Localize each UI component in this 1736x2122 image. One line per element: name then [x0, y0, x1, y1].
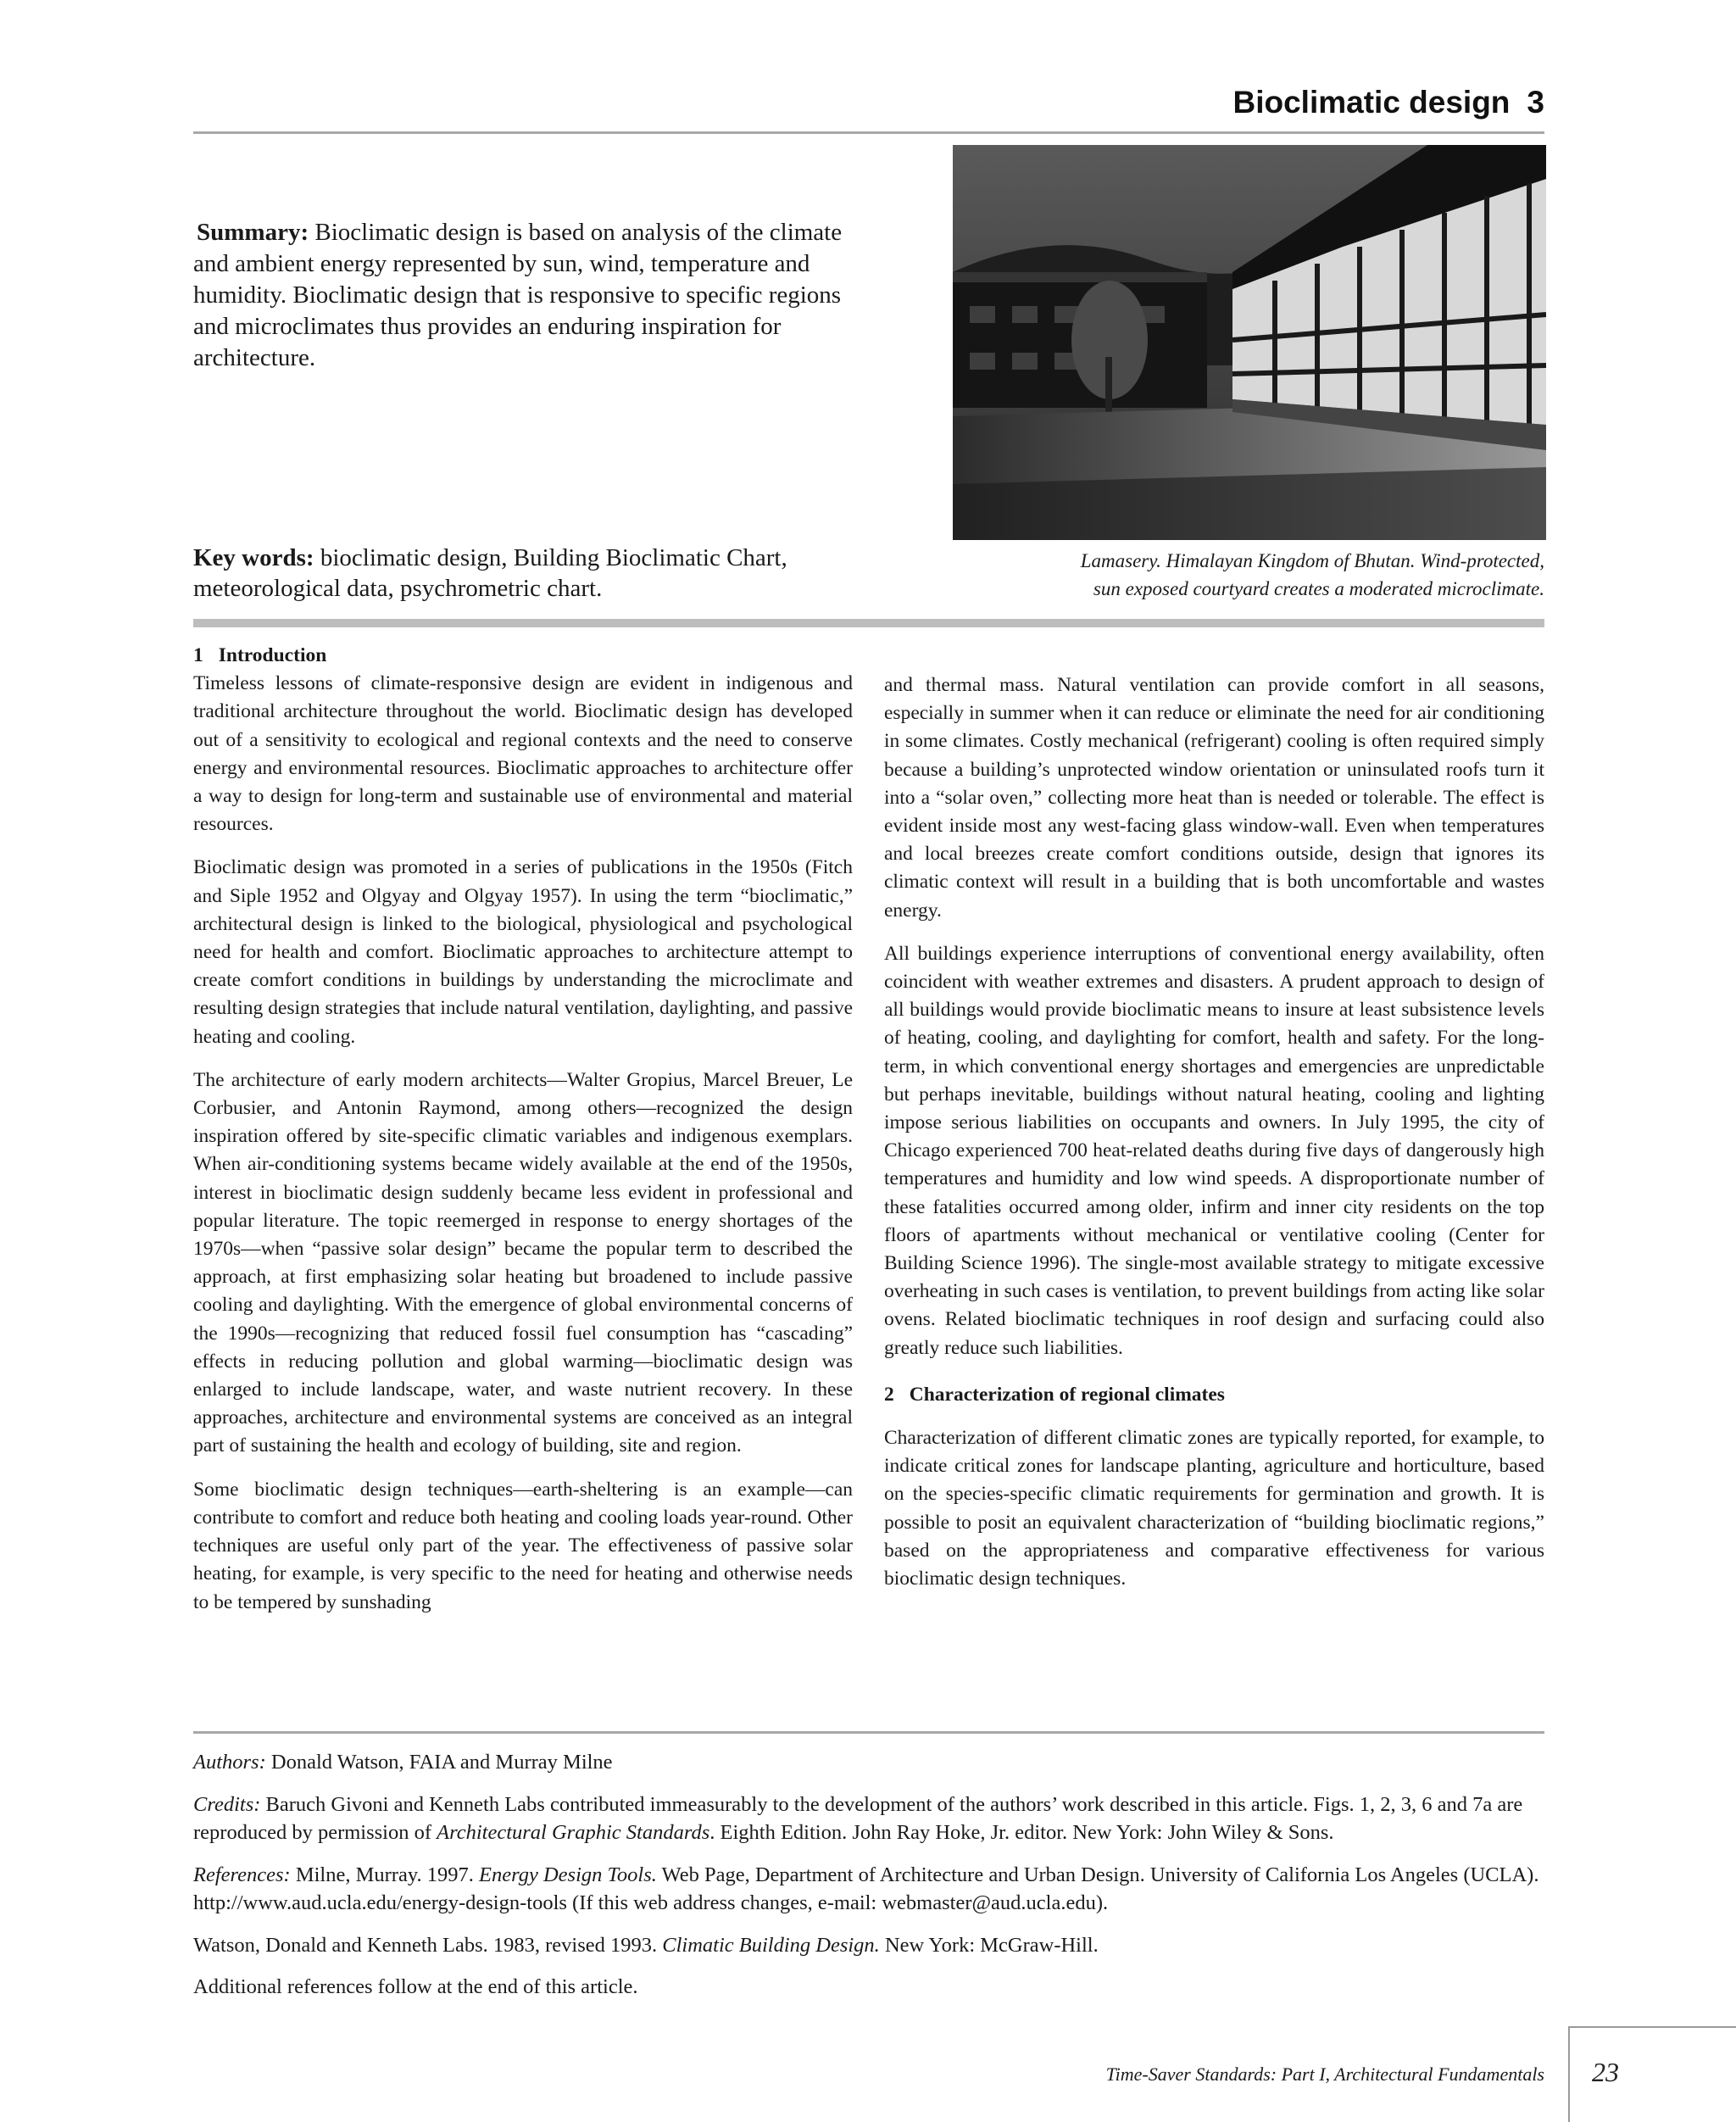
- section-divider: [193, 619, 1544, 627]
- section-heading-introduction: [193, 642, 853, 670]
- page-number: 23: [1592, 2057, 1619, 2087]
- reference-2: [193, 1931, 1544, 1960]
- summary: [193, 217, 854, 374]
- reference-title: Energy Design Tools.: [479, 1863, 657, 1886]
- left-column: [193, 642, 853, 1632]
- paragraph: and thermal mass. Natural ventilation can provide comfort in all seasons, especially in summer when it can reduce or eliminate the need for air conditioning in some climates. Costly mechanical (refrigerant) cooling is often required simply because a building’s unprotected window orientation or uninsulated roofs turn it into a “solar oven,” collecting more heat than is needed or tolerable. The effect is evident inside most any west-facing glass window-wall. Even when temperatures and local breezes create comfort conditions outside, design that ignores its climatic context will result in a building that is both uncomfortable and wastes energy.: [884, 674, 1544, 922]
- keywords-label: Key words:: [193, 544, 314, 571]
- running-footer: Time-Saver Standards: Part I, Architectural Fundamentals: [1105, 2064, 1544, 2085]
- keywords-text: bioclimatic design, Building Bioclimatic Chart, meteorological data, psychrometric chart.: [193, 544, 787, 602]
- additional-references: Additional references follow at the end of this article.: [193, 1975, 638, 1998]
- reference-text: Milne, Murray. 1997.: [290, 1863, 480, 1886]
- paragraph: Some bioclimatic design techniques—earth-sheltering is an example—can contribute to comfort and reduce both heating and cooling loads year-round. Other techniques are useful only part of the year. The effectiveness of passive solar heating, for example, is very specific to the need for heating and otherwise needs to be tempered by sunshading: [193, 1478, 853, 1613]
- section-number: 2: [884, 1383, 894, 1406]
- reference-text-cont: Web Page, Department of Architecture and Urban Design. University of California Los Angeles (UCLA). http://www.aud.ucla.edu/energy-design-tools (If this web address changes, e-mail: webmaster@aud.ucla.edu).: [193, 1863, 1539, 1914]
- header-rule: [193, 131, 1544, 134]
- authors-text: Donald Watson, FAIA and Murray Milne: [265, 1751, 613, 1774]
- references-note: [193, 1861, 1544, 1918]
- paragraph: Timeless lessons of climate-responsive design are evident in indigenous and traditional architecture throughout the world. Bioclimatic design has developed out of a sensitivity to ecological and regional contexts and the need to conserve energy and environmental resources. Bioclimatic approaches to architecture offer a way to design for long-term and sustainable use of environmental and material resources.: [193, 672, 853, 836]
- paragraph: Bioclimatic design was promoted in a series of publications in the 1950s (Fitch and Siple 1952 and Olgyay and Olgyay 1957). In using the term “bioclimatic,” architectural design is linked to the biological, physiological and psychological need for health and comfort. Bioclimatic approaches to architecture attempt to create comfort conditions in buildings by understanding the microclimate and resulting design strategies that include natural ventilation, daylighting, and passive heating and cooling.: [193, 856, 853, 1048]
- photo-caption-line2: sun exposed courtyard creates a moderated microclimate.: [1093, 578, 1544, 599]
- paragraph: All buildings experience interruptions of conventional energy availability, often coincident with weather extremes and disasters. A prudent approach to design of all buildings would provide bioclimatic means to insure at least subsistence levels of heating, cooling, and daylighting for comfort, health and safety. For the long-term, in which conventional energy shortages and emergencies are unpredictable but perhaps inevitable, buildings without natural heating, cooling and lighting impose serious liabilities on occupants and owners. In July 1995, the city of Chicago experienced 700 heat-related deaths during five days of dangerously high temperatures and humidity and low wind speeds. A disproportionate number of these fatalities occurred among older, infirm and inner city residents on the top floors of apartments without mechanical or ventilative cooling (Center for Building Science 1996). The single-most available strategy to mitigate excessive overheating in such cases is ventilation, to prevent buildings from acting like solar ovens. Related bioclimatic techniques in roof design and surfacing could also greatly reduce such liabilities.: [884, 942, 1544, 1359]
- lamasery-photo-drawing: [953, 145, 1546, 540]
- paragraph: Characterization of different climatic zones are typically reported, for example, to indicate critical zones for landscape planting, agriculture and horticulture, based on the species-specific climatic requirements for germination and growth. It is possible to posit an equivalent characterization of “building bioclimatic regions,” based on the appropriateness and comparative effectiveness for various bioclimatic design techniques.: [884, 1427, 1544, 1590]
- section-title: Introduction: [218, 644, 327, 666]
- article-notes: [193, 1748, 1544, 2015]
- authors-note: [193, 1748, 1544, 1777]
- section-title: Characterization of regional climates: [909, 1383, 1225, 1406]
- credits-book-title: Architectural Graphic Standards: [437, 1821, 710, 1844]
- credits-text: Baruch Givoni and Kenneth Labs contributed immeasurably to the development of the authors’ work described in this article. Figs. 1, 2, 3, 6 and 7a are reproduced by permission of: [193, 1792, 1523, 1844]
- authors-label: Authors:: [193, 1751, 266, 1774]
- keywords: [193, 543, 871, 604]
- reference-text: Watson, Donald and Kenneth Labs. 1983, revised 1993.: [193, 1933, 663, 1957]
- photo-caption: [932, 547, 1544, 603]
- credits-text-cont: . Eighth Edition. John Ray Hoke, Jr. editor. New York: John Wiley & Sons.: [709, 1821, 1334, 1844]
- chapter-title: [1233, 85, 1545, 120]
- credits-label: Credits:: [193, 1792, 261, 1816]
- reference-text-cont: New York: McGraw-Hill.: [879, 1933, 1099, 1957]
- section-heading-regional-climates: [884, 1381, 1544, 1409]
- summary-label: Summary:: [197, 219, 309, 246]
- lamasery-photo: [953, 145, 1546, 540]
- credits-note: [193, 1791, 1544, 1847]
- summary-text: Bioclimatic design is based on analysis of the climate and ambient energy represented by sun, wind, temperature and humidity. Bioclimatic design that is responsive to specific regions and microclimates thus provides an enduring inspiration for architecture.: [193, 219, 843, 371]
- references-label: References:: [193, 1863, 291, 1886]
- notes-divider: [193, 1731, 1544, 1734]
- reference-title: Climatic Building Design.: [662, 1933, 880, 1957]
- paragraph: The architecture of early modern architects—Walter Gropius, Marcel Breuer, Le Corbusier, and Antonin Raymond, among others—recognized the design inspiration offered by site-specific climatic variables and indigenous exemplars. When air-conditioning systems became widely available at the end of the 1950s, interest in bioclimatic design suddenly became less evident in professional and popular literature. The topic reemerged in response to energy shortages of the 1970s—when “passive solar design” became the popular term to described the approach, at first emphasizing solar heating but broadened to include passive cooling and daylighting. With the emergence of global environmental concerns of the 1990s—recognizing that reduced fossil fuel consumption has “cascading” effects in reducing pollution and global warming—bioclimatic design was enlarged to include landscape, water, and waste nutrient recovery. In these approaches, architecture and environmental systems are conceived as an integral part of sustaining the health and ecology of building, site and region.: [193, 1068, 853, 1457]
- right-column: [884, 671, 1544, 1608]
- section-number: 1: [193, 644, 203, 666]
- chapter-number: 3: [1527, 85, 1544, 120]
- photo-caption-line1: Lamasery. Himalayan Kingdom of Bhutan. Wind-protected,: [1080, 550, 1544, 571]
- chapter-title-text: Bioclimatic design: [1232, 85, 1511, 120]
